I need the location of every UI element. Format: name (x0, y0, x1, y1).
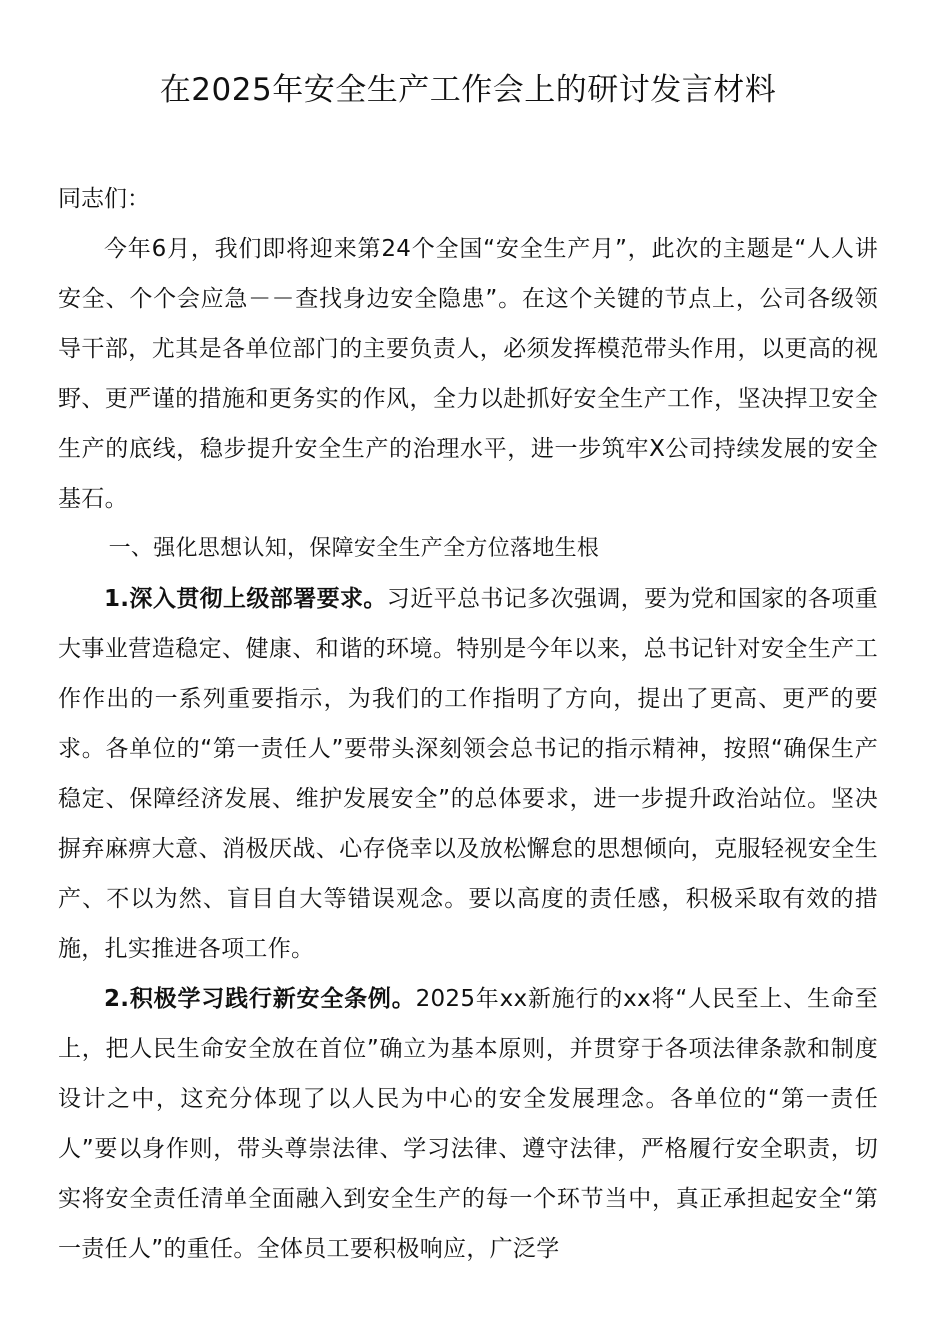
item-1-body: 习近平总书记多次强调，要为党和国家的各项重大事业营造稳定、健康、和谐的环境。特别是今年以来，总书记针对安全生产工作作出的一系列重要指示，为我们的工作指明了方向，提出了更高、更严的要求。各单位的“第一责任人”要带头深刻领会总书记的指示精神，按照“确保生产稳定、保障经济发展、维护发展安全”的总体要求，进一步提升政治站位。坚决摒弃麻痹大意、消极厌战、心存侥幸以及放松懈怠的思想倾向，克服轻视安全生产、不以为然、盲目自大等错误观念。要以高度的责任感，积极采取有效的措施，扎实推进各项工作。 (58, 586, 879, 962)
section-heading-1: 一、强化思想认知，保障安全生产全方位落地生根 (108, 536, 600, 561)
intro-paragraph: 今年6月，我们即将迎来第24个全国“安全生产月”，此次的主题是“人人讲安全、个个会应急－－查找身边安全隐患”。在这个关键的节点上，公司各级领导干部，尤其是各单位部门的主要负责人，必须发挥模范带头作用，以更高的视野、更严谨的措施和更务实的作风，全力以赴抓好安全生产工作，坚决捍卫安全生产的底线，稳步提升安全生产的治理水平，进一步筑牢X公司持续发展的安全基石。 (58, 236, 878, 512)
document-title: 在2025年安全生产工作会上的研讨发言材料 (159, 72, 777, 108)
item-2-paragraph (58, 974, 878, 1274)
salutation: 同志们： (58, 186, 150, 212)
document-page (58, 62, 878, 1274)
item-2-body: 2025年xx新施行的xx将“人民至上、生命至上，把人民生命安全放在首位”确立为基本原则，并贯穿于各项法律条款和制度设计之中，这充分体现了以人民为中心的安全发展理念。各单位的“第一责任人”要以身作则，带头尊崇法律、学习法律、遵守法律，严格履行安全职责，切实将安全责任清单全面融入到安全生产的每一个环节当中，真正承担起安全“第一责任人”的重任。全体员工要积极响应，广泛学 (58, 986, 878, 1262)
item-1-paragraph (58, 574, 878, 974)
item-1-lead: 1.深入贯彻上级部署要求。 (104, 586, 387, 612)
item-2-lead: 2.积极学习践行新安全条例。 (104, 986, 416, 1012)
